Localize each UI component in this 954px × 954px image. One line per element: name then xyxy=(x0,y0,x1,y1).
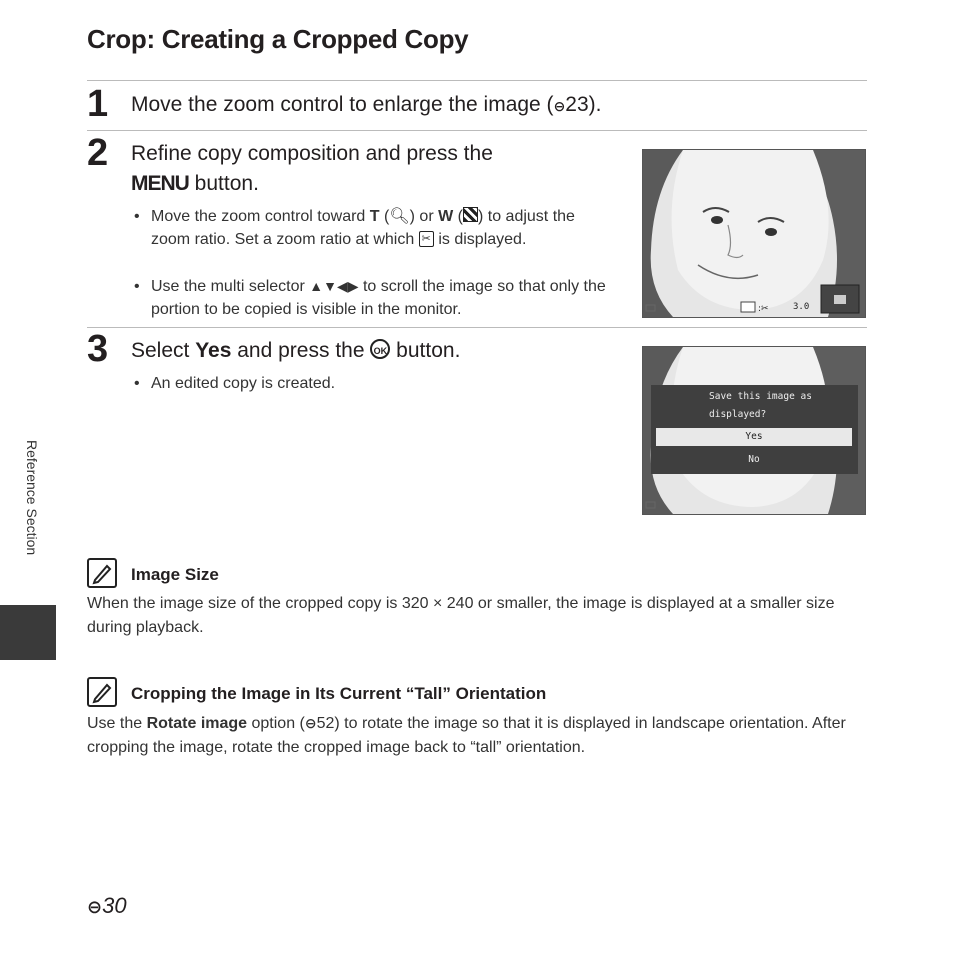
menu-button-icon: MENU xyxy=(131,172,189,195)
note-title: Image Size xyxy=(131,565,219,584)
list-item: • An edited copy is created. xyxy=(134,375,336,392)
step-1-text: Move the zoom control to enlarge the image (⊖23). xyxy=(131,90,601,121)
dialog-message: Save this image as xyxy=(709,391,812,402)
thumbnail-icon xyxy=(463,207,478,222)
portrait-illustration xyxy=(643,150,865,317)
reference-icon: ⊖ xyxy=(87,897,103,917)
camera-monitor-zoomed xyxy=(642,149,866,318)
crop-indicator-icon: ✂ xyxy=(419,231,434,247)
confirm-dialog xyxy=(651,385,858,474)
page-number: ⊖30 xyxy=(87,893,127,918)
divider xyxy=(87,130,867,131)
note-body: When the image size of the cropped copy is 320 × 240 or smaller, the image is displayed at a smaller size during playback. xyxy=(87,595,835,636)
note-title: Cropping the Image in Its Current “Tall” Orientation xyxy=(131,684,547,703)
note-body: Use the Rotate image option (⊖52) to rotate the image so that it is displayed in landscape orientation. After cropping the image, rotate the cropped image back to “tall” orientation. xyxy=(87,712,847,759)
divider xyxy=(87,327,867,328)
zoom-ratio-readout: 3.0 xyxy=(793,302,810,312)
step-number: 2 xyxy=(87,132,109,174)
side-section-label: Reference Section xyxy=(24,440,40,556)
magnify-icon: 🔍︎ xyxy=(389,208,410,225)
note-icon xyxy=(87,558,117,588)
note-icon xyxy=(87,677,117,707)
ok-button-icon: OK xyxy=(370,339,390,359)
list-item: • Move the zoom control toward T (🔍︎) or W ( ) to adjust the zoom ratio. Set a zoom ratio at which ✂ is displayed. xyxy=(134,208,575,248)
reference-icon: ⊖ xyxy=(304,715,317,731)
step-3-text: Select Yes and press the OK button. xyxy=(131,339,461,362)
list-item: • Use the multi selector ▲▼◀▶ to scroll the image so that only the portion to be copied is visible in the monitor. xyxy=(134,278,606,318)
dialog-option-yes[interactable]: Yes xyxy=(656,428,852,446)
svg-text::✂: :✂ xyxy=(758,304,769,314)
step-number: 3 xyxy=(87,328,109,370)
dialog-option-no[interactable]: No xyxy=(748,454,760,465)
page-title: Crop: Creating a Cropped Copy xyxy=(87,24,469,54)
side-tab-marker xyxy=(0,605,56,660)
camera-monitor-confirm xyxy=(642,346,866,515)
reference-icon: ⊖ xyxy=(553,98,566,114)
step-2-text: Refine copy composition and press the MENU button. xyxy=(131,142,493,195)
divider xyxy=(87,80,867,81)
multi-selector-arrows-icon: ▲▼◀▶ xyxy=(309,278,359,294)
dialog-message: displayed? xyxy=(709,409,767,420)
step-number: 1 xyxy=(87,83,109,125)
